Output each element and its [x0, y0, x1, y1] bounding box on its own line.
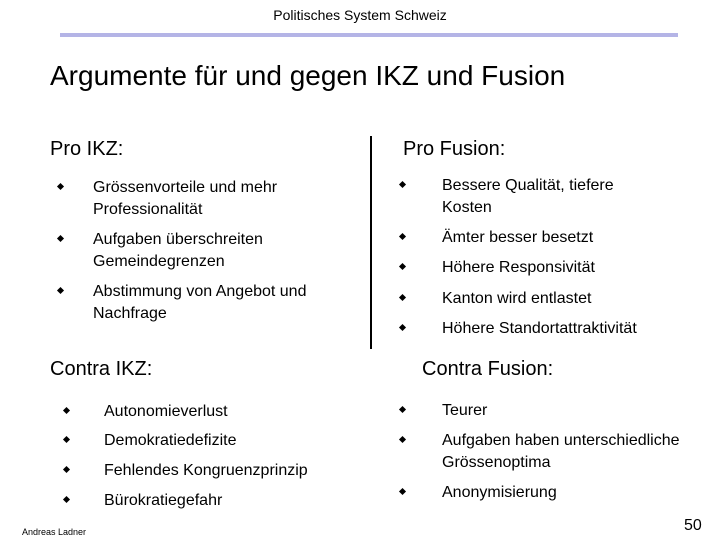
diamond-bullet-icon	[63, 466, 70, 473]
diamond-bullet-icon	[399, 294, 406, 301]
bullet-text: Höhere Standortattraktivität	[442, 320, 637, 337]
diamond-bullet-icon	[63, 436, 70, 443]
footer-author: Andreas Ladner	[22, 527, 87, 537]
bullet-text: Kanton wird entlastet	[442, 290, 592, 307]
bullet-text: Aufgaben überschreiten Gemeindegrenzen	[93, 231, 263, 270]
diamond-bullet-icon	[63, 407, 70, 414]
diamond-bullet-icon	[57, 235, 64, 242]
diamond-bullet-icon	[63, 496, 70, 503]
contra-fusion-heading: Contra Fusion:	[422, 358, 554, 380]
column-divider	[370, 136, 372, 349]
bullet-text: Bürokratiegefahr	[104, 492, 223, 509]
diamond-bullet-icon	[57, 183, 64, 190]
pro-ikz-heading: Pro IKZ:	[50, 138, 124, 160]
diamond-bullet-icon	[399, 436, 406, 443]
bullet-text: Autonomieverlust	[104, 403, 228, 420]
header-divider	[60, 33, 678, 37]
bullet-text: Aufgaben haben unterschiedliche Grössenoptima	[442, 432, 680, 471]
slide-title: Argumente für und gegen IKZ und Fusion	[50, 60, 566, 91]
presentation-title: Politisches System Schweiz	[273, 7, 447, 23]
diamond-bullet-icon	[399, 406, 406, 413]
diamond-bullet-icon	[399, 488, 406, 495]
bullet-text: Abstimmung von Angebot und Nachfrage	[93, 283, 307, 322]
bullet-text: Demokratiedefizite	[104, 432, 237, 449]
bullet-text: Teurer	[442, 402, 488, 419]
diamond-bullet-icon	[399, 233, 406, 240]
bullet-text: Ämter besser besetzt	[442, 229, 594, 246]
diamond-bullet-icon	[399, 181, 406, 188]
pro-fusion-heading: Pro Fusion:	[403, 138, 506, 160]
bullet-text: Höhere Responsivität	[442, 259, 595, 276]
contra-ikz-heading: Contra IKZ:	[50, 358, 153, 380]
diamond-bullet-icon	[399, 263, 406, 270]
bullet-text: Fehlendes Kongruenzprinzip	[104, 462, 308, 479]
bullet-text: Bessere Qualität, tiefere Kosten	[442, 177, 614, 216]
diamond-bullet-icon	[57, 287, 64, 294]
bullet-text: Grössenvorteile und mehr Professionalität	[93, 179, 278, 218]
diamond-bullet-icon	[399, 324, 406, 331]
page-number: 50	[684, 517, 702, 534]
bullet-text: Anonymisierung	[442, 484, 557, 501]
